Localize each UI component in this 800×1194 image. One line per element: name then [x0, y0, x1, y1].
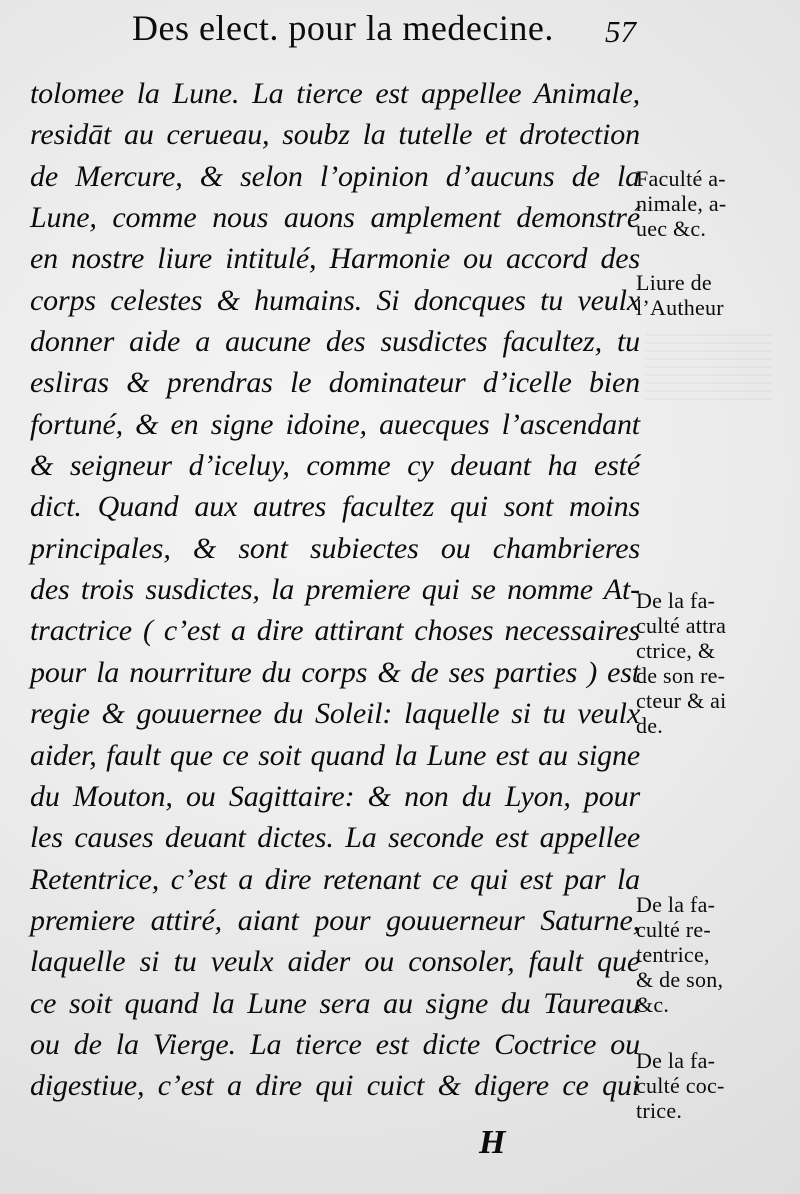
margin-note-line: de.: [636, 713, 664, 738]
margin-note-line: ctrice, &: [636, 638, 716, 663]
text-line: pour la nourriture du corps & de ses parties ) est: [30, 655, 640, 689]
text-line: tolomee la Lune. La tierce est appellee Animale,: [30, 77, 640, 110]
margin-note-line: uec &c.: [636, 216, 707, 241]
body-text: [30, 73, 640, 1107]
margin-note-faculte-coctrice: [636, 1048, 762, 1123]
margin-note-faculte-attractrice: [636, 588, 762, 738]
text-line: du Mouton, ou Sagittaire: & non du Lyon, pour: [30, 779, 640, 813]
text-line: Retentrice, c’est a dire retenant ce qui est par la: [30, 862, 640, 896]
text-line: laquelle si tu veulx aider ou consoler, fault que: [30, 945, 640, 979]
margin-note-line: trice.: [636, 1098, 683, 1123]
text-line: ce soit quand la Lune sera au signe du Taureau: [30, 986, 640, 1020]
page-number: 57: [605, 14, 636, 49]
text-line: donner aide a aucune des susdictes facultez, tu: [30, 325, 640, 359]
margin-note-line: De la fa-: [636, 588, 716, 613]
margin-note-line: l’Autheur: [636, 295, 724, 320]
text-line: fortuné, & en signe idoine, auecques l’ascendant: [30, 407, 640, 441]
margin-note-line: & de son,: [636, 967, 724, 992]
margin-note-line: Faculté a-: [636, 166, 726, 191]
text-line: aider, fault que ce soit quand la Lune est au signe: [30, 738, 640, 772]
text-line: residāt au cerueau, soubz la tutelle et drotection: [30, 118, 640, 152]
text-line: dict. Quand aux autres facultez qui sont moins: [30, 490, 640, 524]
margin-note-line: nimale, a-: [636, 191, 727, 216]
text-line: esliras & prendras le dominateur d’icelle bien: [30, 366, 640, 400]
margin-note-liure-de-lautheur: [636, 270, 762, 320]
text-line: corps celestes & humains. Si doncques tu veulx: [30, 283, 640, 317]
text-line: Lune, comme nous auons amplement demonstré: [30, 201, 640, 235]
text-line: les causes deuant dictes. La seconde est appellee: [30, 821, 640, 855]
margin-note-line: De la fa-: [636, 892, 716, 917]
margin-note-faculte-retentrice: [636, 892, 762, 1017]
margin-note-line: culté attra: [636, 613, 727, 638]
running-header: Des elect. pour la medecine.: [132, 8, 554, 48]
text-line: premiere attiré, aiant pour gouuerneur Saturne,: [30, 903, 640, 937]
show-through-bleed: [646, 330, 772, 400]
text-line: de Mercure, & selon l’opinion d’aucuns de la: [30, 159, 640, 193]
margin-note-line: culté coc-: [636, 1073, 725, 1098]
text-line: principales, & sont subiectes ou chambrieres: [30, 531, 640, 565]
text-line: ou de la Vierge. La tierce est dicte Coctrice ou: [30, 1027, 640, 1061]
text-line: en nostre liure intitulé, Harmonie ou accord des: [30, 242, 640, 276]
margin-note-faculte-animale: [636, 166, 762, 241]
margin-note-line: Liure de: [636, 270, 712, 295]
margin-note-line: tentrice,: [636, 942, 710, 967]
text-line: regie & gouuernee du Soleil: laquelle si tu veulx: [30, 697, 640, 731]
text-line: des trois susdictes, la premiere qui se nomme At-: [30, 573, 640, 607]
margin-note-line: &c.: [636, 992, 670, 1017]
text-line: tractrice ( c’est a dire attirant choses necessaires: [30, 614, 640, 648]
text-line: & seigneur d’iceluy, comme cy deuant ha esté: [30, 449, 640, 483]
text-line: digestiue, c’est a dire qui cuict & digere ce qui: [30, 1069, 640, 1103]
signature-mark: H: [479, 1124, 506, 1161]
margin-note-line: culté re-: [636, 917, 711, 942]
margin-note-line: de son re-: [636, 663, 726, 688]
margin-note-line: cteur & ai: [636, 688, 727, 713]
margin-note-line: De la fa-: [636, 1048, 716, 1073]
